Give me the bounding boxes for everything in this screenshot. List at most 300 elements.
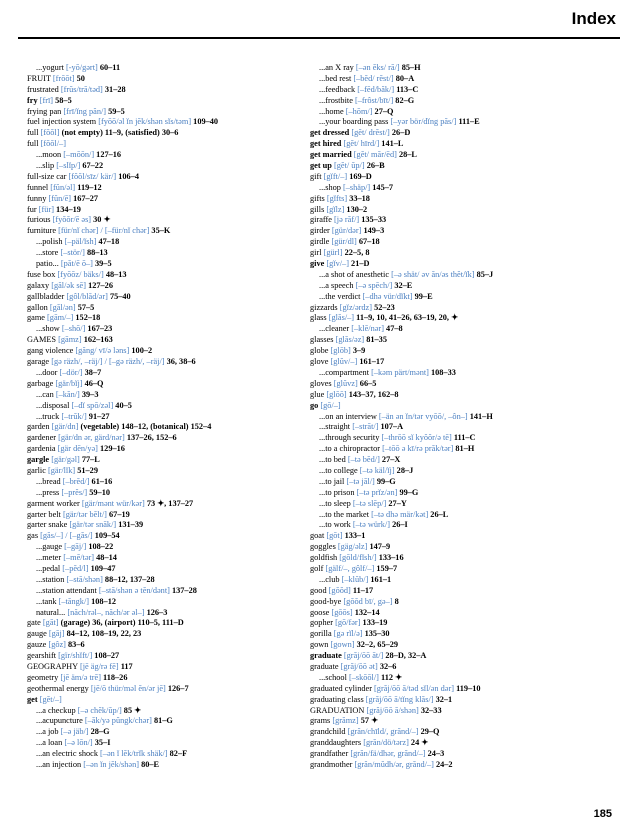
index-term: ...through security	[319, 433, 380, 443]
index-entry	[310, 542, 596, 553]
page-references: 60–11	[99, 63, 121, 72]
pronunciation: [–ăk/yə pŭngk/chər]	[84, 716, 152, 726]
index-term: grandfather	[310, 749, 349, 759]
pronunciation: [–stā/shən]	[66, 574, 103, 584]
index-entry	[310, 390, 596, 401]
index-entry	[310, 466, 596, 477]
page-references: 33–18	[349, 193, 370, 203]
index-entry	[27, 542, 313, 553]
index-term: gauge	[27, 629, 47, 639]
pronunciation: [–än ən ĭn/tər vyōō/, –ôn–]	[378, 411, 468, 421]
index-entry	[310, 237, 596, 248]
index-entry	[27, 335, 313, 346]
pronunciation: [–tə dhə mär/kət]	[371, 509, 429, 519]
index-term: get hired	[310, 139, 342, 149]
index-term: full-size car	[27, 171, 67, 181]
page-references: 99–E	[414, 291, 433, 301]
index-term: ...to the market	[319, 509, 369, 519]
index-entry	[27, 205, 313, 216]
index-entry	[27, 368, 313, 379]
index-entry	[27, 608, 313, 619]
page-references: 26–B	[366, 161, 385, 171]
index-term: grandmother	[310, 760, 353, 769]
pronunciation: [grăn/fä/dhər, grănd/–]	[350, 749, 426, 759]
pronunciation: [gôl/blăd/ər]	[66, 291, 108, 301]
index-entry	[27, 303, 313, 314]
index-entry	[27, 488, 313, 499]
page-references: 167–23	[87, 324, 113, 334]
pronunciation: [gär/tər snāk/]	[69, 520, 117, 530]
pronunciation: [–thrōō sĭ kyŏŏr/ə tē]	[381, 433, 452, 443]
index-entry	[310, 422, 596, 433]
page-references: 133–1	[344, 531, 366, 541]
index-entry	[27, 499, 313, 510]
pronunciation: [–päl/ĭsh]	[64, 237, 97, 247]
index-term: funnel	[27, 182, 49, 192]
index-term: ...polish	[36, 237, 63, 247]
index-term: ...tank	[36, 596, 57, 606]
page-references: 61–16	[91, 476, 113, 486]
pronunciation: [fŏŏl/sīz/ kär/]	[68, 171, 117, 181]
index-term: graduating class	[310, 694, 364, 704]
index-column-right	[310, 63, 596, 771]
index-term: good	[310, 585, 327, 595]
pronunciation: [jē/ō thür/məl ĕn/ər jē]	[90, 683, 166, 693]
page-references: 28–D, 32–A	[385, 651, 427, 661]
index-entry	[310, 618, 596, 629]
index-entry	[27, 553, 313, 564]
index-entry	[310, 553, 596, 564]
index-term: patio...	[36, 259, 59, 269]
page-references: 119–12	[77, 182, 102, 192]
index-entry	[27, 575, 313, 586]
index-entry	[310, 499, 596, 510]
index-term: ...frostbite	[319, 95, 353, 105]
index-term: ...home	[319, 106, 344, 116]
index-term: full	[27, 128, 39, 138]
index-entry	[310, 303, 596, 314]
pronunciation: [gïr/shĭft/]	[58, 651, 93, 661]
page-references: 111–C	[453, 433, 476, 443]
index-entry	[310, 194, 596, 205]
index-term: gills	[310, 204, 325, 214]
pronunciation: [glŭvz]	[333, 378, 358, 388]
index-entry	[310, 749, 596, 760]
page-references: 143–37, 162–8	[348, 389, 399, 399]
page-references: 21–D	[351, 259, 370, 269]
pronunciation: [gĭlz]	[326, 204, 345, 214]
index-term: ...acupuncture	[36, 716, 83, 726]
index-term: grams	[310, 716, 331, 726]
index-entry	[27, 618, 313, 629]
page-references: 132–14	[354, 607, 380, 617]
index-entry	[310, 259, 596, 270]
page-references: 81–H	[455, 444, 475, 454]
index-entry	[310, 226, 596, 237]
index-term: granddaughters	[310, 738, 362, 748]
index-term: ...straight	[319, 422, 351, 432]
index-term: ...meter	[36, 553, 62, 563]
index-term: full	[27, 139, 39, 149]
index-term: gallon	[27, 302, 48, 312]
pronunciation: [glōb]	[330, 346, 351, 356]
index-term: ...moon	[36, 150, 62, 160]
page-references: 145–7	[372, 182, 394, 192]
index-entry	[27, 107, 313, 118]
index-term: gang violence	[27, 346, 74, 356]
pronunciation: [gälf/–, gôlf/–]	[325, 563, 375, 573]
index-term: geometry	[27, 672, 59, 682]
pronunciation: [–slĭp/]	[56, 161, 81, 171]
index-term: geothermal energy	[27, 683, 89, 693]
index-term: goggles	[310, 542, 336, 552]
index-term: ...to prison	[319, 487, 355, 497]
index-entry	[310, 608, 596, 619]
pronunciation: [gĕt/ drĕst/]	[351, 128, 390, 138]
page-references: 26–I	[392, 520, 408, 530]
index-term: garment worker	[27, 498, 80, 508]
pronunciation: [–brĕd/]	[62, 476, 90, 486]
index-term: goat	[310, 531, 325, 541]
pronunciation: [grăj/ōō ā/tĭng klăs/]	[365, 694, 434, 704]
index-term: furniture	[27, 226, 57, 236]
page-references: 109–54	[94, 531, 120, 541]
index-term: ...door	[36, 367, 58, 377]
index-term: golf	[310, 563, 324, 573]
index-term: ...bed rest	[319, 73, 352, 83]
pronunciation: [grăj/ōō ā/təd sĭl/ən dər]	[374, 683, 454, 693]
index-entry	[27, 313, 313, 324]
pronunciation: [fŭn/əl]	[50, 182, 76, 192]
pronunciation: [–strāt/]	[352, 422, 379, 432]
index-entry	[310, 270, 596, 281]
pronunciation: [gär/lĭk]	[47, 465, 76, 475]
index-term: glove	[310, 357, 329, 367]
page-references: 85–H	[401, 63, 421, 72]
index-entry	[27, 629, 313, 640]
page-references: 67–18	[358, 237, 380, 247]
index-entry	[310, 412, 596, 423]
index-entry	[27, 281, 313, 292]
index-term: fur	[27, 204, 37, 214]
index-entry	[310, 379, 596, 390]
index-entry	[310, 444, 596, 455]
page-references: 106–4	[118, 171, 139, 181]
pronunciation: [–tə jāl/]	[346, 476, 375, 486]
index-term: ...disposal	[36, 400, 70, 410]
page-references: 27–X	[381, 455, 401, 465]
index-term: natural...	[36, 607, 66, 617]
page-references: 57–5	[77, 302, 95, 312]
pronunciation: [–dör/]	[59, 367, 83, 377]
pronunciation: [–yər bör/dĭng păs/]	[390, 117, 457, 127]
page-references: 169–D	[349, 171, 372, 181]
pronunciation: [–ə spēch/]	[355, 280, 393, 290]
page-references: 111–E	[458, 117, 480, 127]
page-references: 149–3	[363, 226, 385, 236]
page-number: 185	[593, 808, 612, 820]
page-references: 81–G	[153, 716, 173, 726]
index-entry	[310, 510, 596, 521]
index-term: gifts	[310, 193, 325, 203]
page-references: 27–Q	[374, 106, 394, 116]
pronunciation: [fyŏŏr/ē əs]	[52, 215, 92, 225]
index-term: ...on an interview	[319, 411, 377, 421]
page-references: 162–163	[83, 335, 113, 345]
page-references: 59–5	[108, 106, 125, 116]
index-term: gas	[27, 531, 39, 541]
pronunciation: [gäg/əlz]	[337, 542, 368, 552]
page-references: 31–28	[104, 84, 126, 94]
index-entry	[310, 346, 596, 357]
pronunciation: [gär dēn/yə]	[57, 444, 98, 454]
pronunciation: [păt/ē ō–]	[60, 259, 93, 269]
index-term: gloves	[310, 378, 332, 388]
index-entry	[27, 727, 313, 738]
pronunciation: [găl/ən]	[49, 302, 76, 312]
index-term: furious	[27, 215, 51, 225]
index-entry	[27, 662, 313, 673]
index-term: gopher	[310, 618, 334, 628]
page-references: 108–27	[94, 651, 120, 661]
pronunciation: [–kəm pärt/mənt]	[371, 367, 429, 377]
pronunciation: [gĭfts]	[326, 193, 348, 203]
index-term: goldfish	[310, 553, 338, 563]
page-references: 91–27	[88, 411, 110, 421]
index-entry	[27, 292, 313, 303]
pronunciation: [–pĕd/l]	[62, 563, 89, 573]
page-references: 137–26, 152–6	[126, 433, 177, 443]
index-term: get	[27, 694, 38, 704]
index-entry	[310, 335, 596, 346]
index-entry	[310, 727, 596, 738]
index-entry	[27, 640, 313, 651]
pronunciation: [–tə käl/ĭj]	[359, 465, 395, 475]
pronunciation: [jē äm/ə trē]	[60, 672, 101, 682]
index-entry	[310, 401, 596, 412]
pronunciation: [–ən ĭn jĕk/shən]	[83, 760, 140, 769]
index-term: garter belt	[27, 509, 61, 519]
index-term: girl	[310, 248, 322, 258]
index-entry	[310, 107, 596, 118]
pronunciation: [gĕt/ măr/ēd]	[353, 150, 397, 160]
index-term: get married	[310, 150, 352, 160]
page-references: 134–19	[56, 204, 81, 214]
index-term: funny	[27, 193, 47, 203]
pronunciation: [gām/–]	[47, 313, 74, 323]
pronunciation: [gə rĭl/ə]	[333, 629, 363, 639]
index-entry	[27, 379, 313, 390]
index-term: gown	[310, 640, 329, 650]
pronunciation: [frī]	[39, 95, 54, 105]
page-references: 141–L	[381, 139, 404, 149]
index-entry	[310, 564, 596, 575]
index-term: ...a checkup	[36, 705, 76, 715]
pronunciation: [glōō]	[326, 389, 347, 399]
index-entry	[27, 194, 313, 205]
index-term: ...store	[36, 248, 59, 258]
index-term: glue	[310, 389, 325, 399]
page-references: 26–L	[430, 509, 449, 519]
index-term: giraffe	[310, 215, 332, 225]
index-term: ...can	[36, 389, 54, 399]
page-references: 167–27	[73, 193, 98, 203]
pronunciation: [–tōō ə kī/rə prăk/tər]	[382, 444, 454, 454]
index-entry	[310, 150, 596, 161]
index-term: get dressed	[310, 128, 350, 138]
page-references: 99–G	[376, 476, 396, 486]
pronunciation: [gär/tər bĕlt/]	[62, 509, 107, 519]
pronunciation: [gür/dl]	[331, 237, 357, 247]
index-term: ...yogurt	[36, 63, 64, 72]
pronunciation: [–dĭ spō/zəl]	[71, 400, 114, 410]
index-entry	[27, 117, 313, 128]
index-entry	[27, 139, 313, 150]
index-term: ...to jail	[319, 476, 345, 486]
pronunciation: [für/nĭ chər] / [–für/nĭ chər]	[58, 226, 150, 236]
pronunciation: [grăj/ōō āt/]	[343, 651, 384, 661]
page-references: 80–A	[395, 73, 415, 83]
index-term: galaxy	[27, 280, 50, 290]
index-entry	[310, 215, 596, 226]
index-entry	[27, 161, 313, 172]
pronunciation: [gĕt/ hīrd/]	[343, 139, 380, 149]
pronunciation: [–ən ĕks/ rā/]	[355, 63, 400, 72]
pronunciation: [–tə slēp/]	[352, 498, 387, 508]
index-entry	[310, 313, 596, 324]
index-entry	[27, 357, 313, 368]
index-term: gauze	[27, 640, 47, 650]
index-entry	[27, 444, 313, 455]
page-references: 27–Y	[388, 498, 407, 508]
pronunciation: [gär/bĭj]	[55, 378, 83, 388]
page-references: 161–17	[359, 357, 385, 367]
page-references: 119–10	[456, 683, 481, 693]
pronunciation: [–trŭk/]	[61, 411, 87, 421]
page-references: 48–13	[105, 269, 127, 279]
pronunciation: [găng/ vī/ə ləns]	[75, 346, 130, 356]
pronunciation: [gŏŏd]	[328, 585, 351, 595]
index-entry	[27, 738, 313, 749]
page-references: 130–2	[346, 204, 368, 214]
page-references: 59–10	[89, 487, 110, 497]
pronunciation: [gĕt/–]	[39, 694, 62, 704]
index-entry	[310, 520, 596, 531]
pronunciation: [jə răf/]	[334, 215, 360, 225]
page-references: 159–7	[376, 563, 398, 573]
pronunciation: [–skōōl/]	[348, 672, 379, 682]
index-term: ...slip	[36, 161, 55, 171]
index-term: graduate	[310, 651, 342, 661]
index-entry	[27, 237, 313, 248]
page-header	[18, 0, 620, 39]
index-entry	[27, 695, 313, 706]
index-term: graduated cylinder	[310, 683, 372, 693]
page-references: 11–9, 10, 41–26, 63–19, 20, ✦	[356, 313, 459, 323]
page-references: 26–D	[391, 128, 411, 138]
pronunciation: [gō/fər]	[335, 618, 361, 628]
index-term: gardenia	[27, 444, 56, 454]
pronunciation: [–fēd/băk/]	[357, 84, 395, 94]
index-term: ...school	[319, 672, 347, 682]
index-entry	[310, 281, 596, 292]
page-references: 81–35	[366, 335, 387, 345]
pronunciation: [–tə würk/]	[352, 520, 390, 530]
index-term: fry	[27, 95, 38, 105]
pronunciation: [–kăn/]	[55, 389, 80, 399]
page-references: 22–5, 8	[344, 248, 370, 258]
index-entry	[310, 575, 596, 586]
index-term: frustrated	[27, 84, 59, 94]
pronunciation: [–mē/tər]	[63, 553, 95, 563]
pronunciation: [gĕt/ ŭp/]	[333, 161, 365, 171]
index-term: ...to work	[319, 520, 351, 530]
page-references: 131–39	[118, 520, 144, 530]
page-references: 84–12, 108–19, 22, 23	[66, 629, 142, 639]
page-references: 39–3	[81, 389, 99, 399]
pronunciation: [frī/ĭng păn/]	[63, 106, 107, 116]
index-entry	[310, 74, 596, 85]
index-entry	[27, 270, 313, 281]
index-term: ...station	[36, 574, 65, 584]
index-entry	[310, 586, 596, 597]
index-entry	[27, 422, 313, 433]
page-references: 147–9	[369, 542, 391, 552]
index-term: ...an electric shock	[36, 749, 98, 759]
index-term: ...a speech	[319, 280, 354, 290]
index-term: graduate	[310, 661, 339, 671]
pronunciation: [–stör/]	[60, 248, 85, 258]
index-term: gift	[310, 171, 322, 181]
index-term: get up	[310, 161, 332, 171]
page-references: 100–2	[131, 346, 153, 356]
index-entry	[310, 477, 596, 488]
page-references: 48–14	[96, 553, 117, 563]
page-references: 117	[120, 661, 133, 671]
index-term: ...truck	[36, 411, 60, 421]
index-term: GAMES	[27, 335, 57, 345]
index-term: ...show	[36, 324, 60, 334]
page-references: 75–40	[109, 291, 131, 301]
page-references: 152–18	[75, 313, 101, 323]
index-entry	[27, 749, 313, 760]
pronunciation: [glăs/əz]	[335, 335, 365, 345]
index-term: GRADUATION	[310, 705, 365, 715]
pronunciation: [gär/dn]	[51, 422, 79, 432]
pronunciation: [–shäp/]	[342, 182, 371, 192]
pronunciation: [–bĕd/ rĕst/]	[353, 73, 394, 83]
page-references: 133–19	[362, 618, 388, 628]
index-entry	[27, 531, 313, 542]
index-entry	[310, 738, 596, 749]
index-entry	[27, 150, 313, 161]
index-entry	[27, 172, 313, 183]
page-references: 99–G	[399, 487, 419, 497]
index-term: garbage	[27, 378, 54, 388]
index-entry	[310, 161, 596, 172]
index-entry	[27, 85, 313, 96]
index-entry	[310, 673, 596, 684]
page-references: 28–L	[398, 150, 417, 160]
page-references: 80–E	[141, 760, 160, 769]
index-entry	[310, 248, 596, 259]
index-entry	[27, 684, 313, 695]
page-references: 108–22	[88, 542, 114, 552]
pronunciation: [–ən ĭ lĕk/trĭk shäk/]	[100, 749, 168, 759]
page-references: 108–12	[91, 596, 116, 606]
page-references: 82–F	[169, 749, 188, 759]
pronunciation: [–stā/shən ə tĕn/dənt]	[98, 585, 170, 595]
